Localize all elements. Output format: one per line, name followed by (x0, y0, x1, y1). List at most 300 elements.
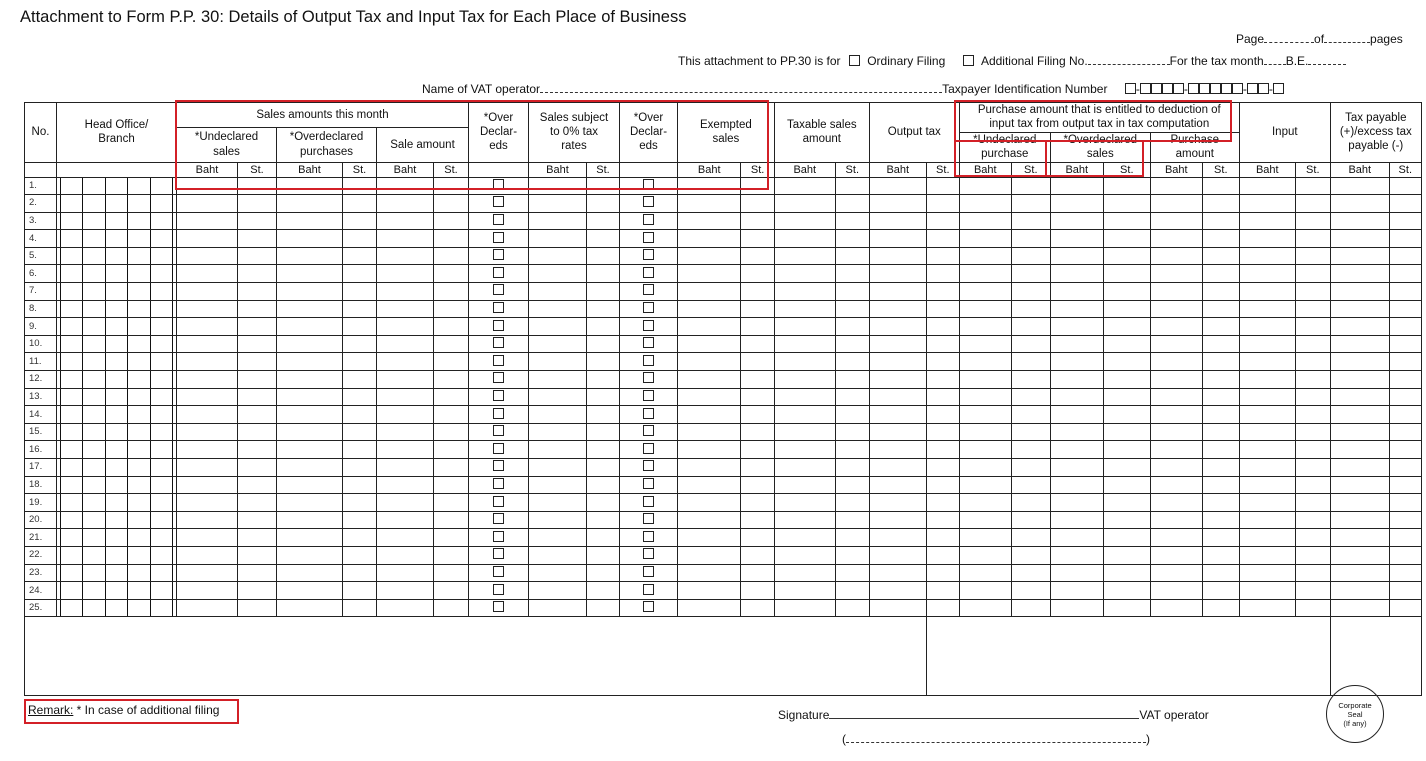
amount-cell[interactable] (238, 511, 277, 529)
amount-cell[interactable] (774, 564, 835, 582)
amount-cell[interactable] (741, 529, 774, 547)
amount-cell[interactable] (1239, 459, 1295, 477)
amount-cell[interactable] (1202, 441, 1239, 459)
amount-cell[interactable] (1330, 265, 1389, 283)
amount-cell[interactable] (1239, 546, 1295, 564)
amount-cell[interactable] (177, 371, 238, 389)
amount-cell[interactable] (774, 529, 835, 547)
amount-cell[interactable] (1150, 546, 1202, 564)
amount-cell[interactable] (959, 582, 1011, 600)
amount-cell[interactable] (869, 353, 926, 371)
amount-cell[interactable] (959, 300, 1011, 318)
amount-cell[interactable] (1011, 546, 1050, 564)
amount-cell[interactable] (1239, 529, 1295, 547)
amount-cell[interactable] (1150, 283, 1202, 301)
amount-cell[interactable] (434, 582, 469, 600)
amount-cell[interactable] (277, 388, 343, 406)
amount-cell[interactable] (529, 371, 587, 389)
over-declared-checkbox[interactable] (643, 337, 654, 348)
amount-cell[interactable] (1202, 476, 1239, 494)
amount-cell[interactable] (1202, 300, 1239, 318)
amount-cell[interactable] (1150, 230, 1202, 248)
over-declared-checkbox[interactable] (493, 355, 504, 366)
amount-cell[interactable] (177, 388, 238, 406)
amount-cell[interactable] (774, 476, 835, 494)
amount-cell[interactable] (926, 177, 959, 195)
amount-cell[interactable] (1050, 283, 1103, 301)
amount-cell[interactable] (238, 265, 277, 283)
amount-cell[interactable] (238, 441, 277, 459)
amount-cell[interactable] (1389, 511, 1421, 529)
amount-cell[interactable] (959, 459, 1011, 477)
amount-cell[interactable] (587, 494, 620, 512)
amount-cell[interactable] (959, 511, 1011, 529)
amount-cell[interactable] (587, 546, 620, 564)
amount-cell[interactable] (1150, 441, 1202, 459)
amount-cell[interactable] (1150, 406, 1202, 424)
amount-cell[interactable] (377, 459, 434, 477)
amount-cell[interactable] (1202, 195, 1239, 213)
amount-cell[interactable] (1011, 283, 1050, 301)
amount-cell[interactable] (869, 283, 926, 301)
amount-cell[interactable] (343, 247, 377, 265)
amount-cell[interactable] (1150, 318, 1202, 336)
amount-cell[interactable] (1150, 494, 1202, 512)
amount-cell[interactable] (741, 353, 774, 371)
amount-cell[interactable] (587, 195, 620, 213)
amount-cell[interactable] (869, 335, 926, 353)
amount-cell[interactable] (774, 353, 835, 371)
over-declared-checkbox[interactable] (643, 320, 654, 331)
amount-cell[interactable] (277, 212, 343, 230)
over-declared-checkbox[interactable] (643, 531, 654, 542)
amount-cell[interactable] (774, 371, 835, 389)
amount-cell[interactable] (434, 494, 469, 512)
amount-cell[interactable] (959, 476, 1011, 494)
amount-cell[interactable] (1295, 564, 1330, 582)
tax-month-field[interactable] (1264, 54, 1286, 65)
amount-cell[interactable] (434, 423, 469, 441)
amount-cell[interactable] (774, 406, 835, 424)
amount-cell[interactable] (1103, 300, 1150, 318)
amount-cell[interactable] (238, 476, 277, 494)
amount-cell[interactable] (1239, 582, 1295, 600)
amount-cell[interactable] (238, 406, 277, 424)
amount-cell[interactable] (1389, 265, 1421, 283)
amount-cell[interactable] (343, 476, 377, 494)
amount-cell[interactable] (1239, 283, 1295, 301)
over-declared-checkbox[interactable] (643, 232, 654, 243)
amount-cell[interactable] (835, 546, 869, 564)
amount-cell[interactable] (1389, 335, 1421, 353)
amount-cell[interactable] (1103, 459, 1150, 477)
amount-cell[interactable] (177, 230, 238, 248)
amount-cell[interactable] (377, 353, 434, 371)
branch-number-boxes[interactable] (57, 476, 177, 494)
amount-cell[interactable] (1330, 371, 1389, 389)
amount-cell[interactable] (678, 353, 741, 371)
amount-cell[interactable] (926, 388, 959, 406)
amount-cell[interactable] (869, 564, 926, 582)
branch-number-boxes[interactable] (57, 283, 177, 301)
amount-cell[interactable] (343, 406, 377, 424)
amount-cell[interactable] (741, 265, 774, 283)
amount-cell[interactable] (1202, 511, 1239, 529)
amount-cell[interactable] (1011, 371, 1050, 389)
amount-cell[interactable] (1103, 529, 1150, 547)
amount-cell[interactable] (1389, 177, 1421, 195)
amount-cell[interactable] (377, 283, 434, 301)
branch-number-boxes[interactable] (57, 371, 177, 389)
over-declared-checkbox[interactable] (493, 284, 504, 295)
amount-cell[interactable] (1050, 582, 1103, 600)
over-declared-checkbox[interactable] (643, 478, 654, 489)
amount-cell[interactable] (1202, 599, 1239, 617)
amount-cell[interactable] (741, 230, 774, 248)
amount-cell[interactable] (1239, 494, 1295, 512)
amount-cell[interactable] (678, 476, 741, 494)
over-declared-checkbox[interactable] (493, 267, 504, 278)
amount-cell[interactable] (1150, 212, 1202, 230)
over-declared-checkbox[interactable] (643, 372, 654, 383)
amount-cell[interactable] (926, 300, 959, 318)
amount-cell[interactable] (1295, 441, 1330, 459)
amount-cell[interactable] (869, 582, 926, 600)
amount-cell[interactable] (1239, 300, 1295, 318)
amount-cell[interactable] (1330, 459, 1389, 477)
amount-cell[interactable] (1239, 177, 1295, 195)
amount-cell[interactable] (343, 511, 377, 529)
additional-filing-number-field[interactable] (1088, 54, 1170, 65)
amount-cell[interactable] (678, 177, 741, 195)
amount-cell[interactable] (1239, 511, 1295, 529)
branch-number-boxes[interactable] (57, 529, 177, 547)
amount-cell[interactable] (529, 353, 587, 371)
tin-boxes[interactable]: - - - - (1125, 82, 1284, 96)
amount-cell[interactable] (377, 582, 434, 600)
amount-cell[interactable] (1011, 529, 1050, 547)
amount-cell[interactable] (1011, 423, 1050, 441)
amount-cell[interactable] (1202, 494, 1239, 512)
amount-cell[interactable] (1202, 459, 1239, 477)
amount-cell[interactable] (277, 353, 343, 371)
amount-cell[interactable] (678, 371, 741, 389)
amount-cell[interactable] (434, 459, 469, 477)
amount-cell[interactable] (177, 335, 238, 353)
amount-cell[interactable] (1239, 353, 1295, 371)
amount-cell[interactable] (1330, 582, 1389, 600)
amount-cell[interactable] (959, 230, 1011, 248)
amount-cell[interactable] (678, 441, 741, 459)
amount-cell[interactable] (587, 335, 620, 353)
branch-number-boxes[interactable] (57, 599, 177, 617)
amount-cell[interactable] (529, 300, 587, 318)
amount-cell[interactable] (774, 195, 835, 213)
amount-cell[interactable] (741, 564, 774, 582)
amount-cell[interactable] (238, 353, 277, 371)
amount-cell[interactable] (869, 511, 926, 529)
amount-cell[interactable] (1295, 546, 1330, 564)
amount-cell[interactable] (959, 212, 1011, 230)
amount-cell[interactable] (869, 212, 926, 230)
amount-cell[interactable] (1389, 195, 1421, 213)
amount-cell[interactable] (277, 459, 343, 477)
amount-cell[interactable] (741, 459, 774, 477)
amount-cell[interactable] (377, 195, 434, 213)
amount-cell[interactable] (1103, 511, 1150, 529)
branch-number-boxes[interactable] (57, 494, 177, 512)
amount-cell[interactable] (529, 459, 587, 477)
over-declared-checkbox[interactable] (493, 601, 504, 612)
amount-cell[interactable] (434, 511, 469, 529)
amount-cell[interactable] (678, 335, 741, 353)
amount-cell[interactable] (529, 230, 587, 248)
amount-cell[interactable] (1295, 423, 1330, 441)
amount-cell[interactable] (177, 247, 238, 265)
branch-number-boxes[interactable] (57, 335, 177, 353)
amount-cell[interactable] (1103, 283, 1150, 301)
amount-cell[interactable] (1103, 406, 1150, 424)
amount-cell[interactable] (1011, 212, 1050, 230)
amount-cell[interactable] (1050, 388, 1103, 406)
amount-cell[interactable] (835, 300, 869, 318)
amount-cell[interactable] (835, 476, 869, 494)
amount-cell[interactable] (741, 582, 774, 600)
branch-number-boxes[interactable] (57, 441, 177, 459)
amount-cell[interactable] (377, 529, 434, 547)
amount-cell[interactable] (1330, 476, 1389, 494)
amount-cell[interactable] (926, 529, 959, 547)
amount-cell[interactable] (177, 529, 238, 547)
amount-cell[interactable] (238, 459, 277, 477)
amount-cell[interactable] (1389, 529, 1421, 547)
amount-cell[interactable] (1295, 177, 1330, 195)
amount-cell[interactable] (869, 371, 926, 389)
amount-cell[interactable] (1389, 300, 1421, 318)
amount-cell[interactable] (238, 546, 277, 564)
amount-cell[interactable] (377, 318, 434, 336)
amount-cell[interactable] (869, 494, 926, 512)
amount-cell[interactable] (1202, 423, 1239, 441)
amount-cell[interactable] (587, 564, 620, 582)
amount-cell[interactable] (1103, 212, 1150, 230)
amount-cell[interactable] (277, 423, 343, 441)
branch-number-boxes[interactable] (57, 582, 177, 600)
amount-cell[interactable] (529, 582, 587, 600)
amount-cell[interactable] (741, 406, 774, 424)
amount-cell[interactable] (1389, 406, 1421, 424)
branch-number-boxes[interactable] (57, 564, 177, 582)
amount-cell[interactable] (1202, 529, 1239, 547)
amount-cell[interactable] (835, 371, 869, 389)
amount-cell[interactable] (377, 265, 434, 283)
amount-cell[interactable] (1330, 177, 1389, 195)
page-number-field[interactable] (1264, 32, 1314, 43)
amount-cell[interactable] (343, 195, 377, 213)
amount-cell[interactable] (1103, 599, 1150, 617)
amount-cell[interactable] (926, 511, 959, 529)
amount-cell[interactable] (926, 212, 959, 230)
amount-cell[interactable] (1103, 582, 1150, 600)
amount-cell[interactable] (869, 265, 926, 283)
amount-cell[interactable] (587, 212, 620, 230)
amount-cell[interactable] (1295, 230, 1330, 248)
amount-cell[interactable] (238, 599, 277, 617)
amount-cell[interactable] (926, 494, 959, 512)
amount-cell[interactable] (587, 459, 620, 477)
amount-cell[interactable] (1330, 353, 1389, 371)
amount-cell[interactable] (835, 212, 869, 230)
amount-cell[interactable] (277, 529, 343, 547)
amount-cell[interactable] (926, 406, 959, 424)
amount-cell[interactable] (238, 283, 277, 301)
amount-cell[interactable] (678, 599, 741, 617)
amount-cell[interactable] (177, 195, 238, 213)
amount-cell[interactable] (774, 177, 835, 195)
amount-cell[interactable] (377, 247, 434, 265)
amount-cell[interactable] (1103, 388, 1150, 406)
amount-cell[interactable] (1389, 283, 1421, 301)
amount-cell[interactable] (741, 335, 774, 353)
amount-cell[interactable] (1150, 459, 1202, 477)
over-declared-checkbox[interactable] (643, 355, 654, 366)
amount-cell[interactable] (869, 406, 926, 424)
amount-cell[interactable] (678, 546, 741, 564)
over-declared-checkbox[interactable] (493, 390, 504, 401)
amount-cell[interactable] (1330, 546, 1389, 564)
amount-cell[interactable] (587, 599, 620, 617)
amount-cell[interactable] (1330, 441, 1389, 459)
amount-cell[interactable] (238, 388, 277, 406)
amount-cell[interactable] (277, 406, 343, 424)
amount-cell[interactable] (587, 423, 620, 441)
amount-cell[interactable] (434, 335, 469, 353)
amount-cell[interactable] (1050, 247, 1103, 265)
amount-cell[interactable] (835, 335, 869, 353)
amount-cell[interactable] (869, 441, 926, 459)
amount-cell[interactable] (277, 265, 343, 283)
amount-cell[interactable] (678, 318, 741, 336)
amount-cell[interactable] (1103, 335, 1150, 353)
branch-number-boxes[interactable] (57, 388, 177, 406)
amount-cell[interactable] (678, 406, 741, 424)
amount-cell[interactable] (177, 459, 238, 477)
amount-cell[interactable] (434, 564, 469, 582)
amount-cell[interactable] (1011, 511, 1050, 529)
amount-cell[interactable] (1011, 353, 1050, 371)
amount-cell[interactable] (587, 476, 620, 494)
amount-cell[interactable] (238, 195, 277, 213)
amount-cell[interactable] (587, 300, 620, 318)
amount-cell[interactable] (1011, 582, 1050, 600)
amount-cell[interactable] (774, 247, 835, 265)
amount-cell[interactable] (1103, 195, 1150, 213)
amount-cell[interactable] (678, 230, 741, 248)
amount-cell[interactable] (343, 335, 377, 353)
amount-cell[interactable] (1239, 195, 1295, 213)
amount-cell[interactable] (1103, 494, 1150, 512)
amount-cell[interactable] (774, 546, 835, 564)
amount-cell[interactable] (1011, 494, 1050, 512)
amount-cell[interactable] (1295, 529, 1330, 547)
amount-cell[interactable] (1011, 247, 1050, 265)
amount-cell[interactable] (343, 353, 377, 371)
amount-cell[interactable] (774, 283, 835, 301)
amount-cell[interactable] (1295, 371, 1330, 389)
amount-cell[interactable] (926, 265, 959, 283)
amount-cell[interactable] (587, 388, 620, 406)
amount-cell[interactable] (277, 599, 343, 617)
over-declared-checkbox[interactable] (643, 390, 654, 401)
amount-cell[interactable] (177, 546, 238, 564)
amount-cell[interactable] (678, 388, 741, 406)
over-declared-checkbox[interactable] (643, 214, 654, 225)
amount-cell[interactable] (177, 406, 238, 424)
amount-cell[interactable] (959, 441, 1011, 459)
amount-cell[interactable] (678, 300, 741, 318)
amount-cell[interactable] (1295, 195, 1330, 213)
amount-cell[interactable] (1050, 335, 1103, 353)
amount-cell[interactable] (741, 247, 774, 265)
amount-cell[interactable] (343, 529, 377, 547)
amount-cell[interactable] (678, 423, 741, 441)
amount-cell[interactable] (835, 230, 869, 248)
amount-cell[interactable] (1295, 582, 1330, 600)
amount-cell[interactable] (959, 564, 1011, 582)
amount-cell[interactable] (238, 335, 277, 353)
amount-cell[interactable] (869, 529, 926, 547)
over-declared-checkbox[interactable] (493, 566, 504, 577)
amount-cell[interactable] (1239, 265, 1295, 283)
amount-cell[interactable] (835, 529, 869, 547)
over-declared-checkbox[interactable] (493, 513, 504, 524)
amount-cell[interactable] (1103, 371, 1150, 389)
amount-cell[interactable] (1050, 459, 1103, 477)
amount-cell[interactable] (869, 599, 926, 617)
amount-cell[interactable] (1239, 406, 1295, 424)
amount-cell[interactable] (1330, 212, 1389, 230)
amount-cell[interactable] (343, 300, 377, 318)
over-declared-checkbox[interactable] (493, 496, 504, 507)
amount-cell[interactable] (1295, 247, 1330, 265)
amount-cell[interactable] (434, 212, 469, 230)
amount-cell[interactable] (1330, 247, 1389, 265)
amount-cell[interactable] (678, 582, 741, 600)
amount-cell[interactable] (1330, 195, 1389, 213)
amount-cell[interactable] (774, 388, 835, 406)
amount-cell[interactable] (1239, 441, 1295, 459)
amount-cell[interactable] (1050, 476, 1103, 494)
amount-cell[interactable] (343, 388, 377, 406)
amount-cell[interactable] (741, 423, 774, 441)
amount-cell[interactable] (1389, 599, 1421, 617)
amount-cell[interactable] (774, 318, 835, 336)
amount-cell[interactable] (277, 511, 343, 529)
amount-cell[interactable] (529, 423, 587, 441)
amount-cell[interactable] (1330, 511, 1389, 529)
over-declared-checkbox[interactable] (643, 548, 654, 559)
amount-cell[interactable] (959, 529, 1011, 547)
amount-cell[interactable] (1202, 177, 1239, 195)
amount-cell[interactable] (678, 564, 741, 582)
amount-cell[interactable] (774, 599, 835, 617)
amount-cell[interactable] (238, 494, 277, 512)
over-declared-checkbox[interactable] (643, 566, 654, 577)
amount-cell[interactable] (529, 247, 587, 265)
amount-cell[interactable] (959, 406, 1011, 424)
amount-cell[interactable] (835, 247, 869, 265)
over-declared-checkbox[interactable] (493, 249, 504, 260)
